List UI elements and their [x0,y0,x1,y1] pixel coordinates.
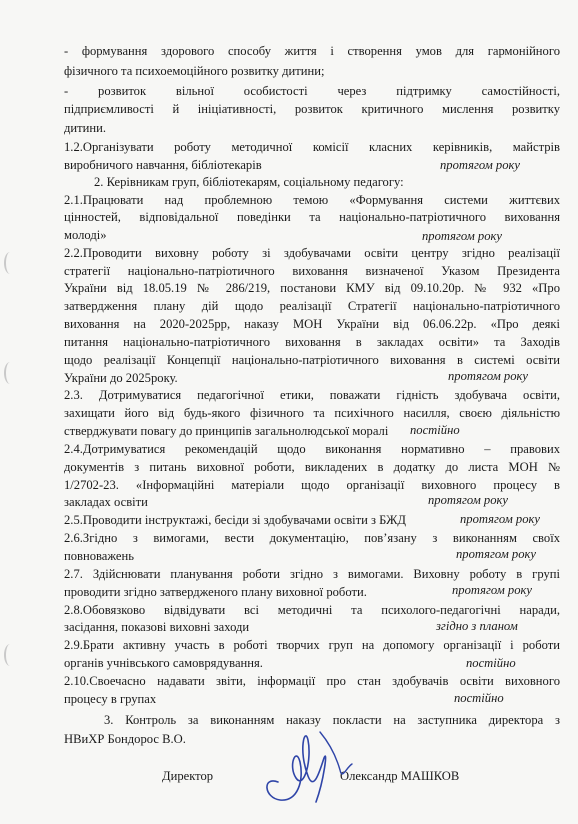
deadline-note: протягом року [428,493,508,507]
text-line: 2.3. Дотримуватися педагогічної етики, поважати гідність здобувача освіти, [64,388,560,402]
section-heading: 2. Керівникам груп, бібліотекарям, соціальному педагогу: [94,175,404,189]
text-line: 2.6.Згідно з вимогами, вести документацію, пов’язану з виконанням своїх [64,531,560,545]
signature-name: Олександр МАШКОВ [340,769,460,783]
deadline-note: протягом року [422,229,502,243]
text-line: виховання на 2020-2025рр, наказу МОН України від 06.06.22р. «Про деякі [64,317,560,331]
text-line: стверджувати повагу до принципів загальнолюдської моралі [64,424,389,438]
text-line: дитини. [64,121,107,135]
text-line: 2.10.Своечасно надавати звіти, інформації про стан здобувачів освіти виховного [64,674,560,688]
text-line: процесу в групах [64,692,157,706]
deadline-note: протягом року [448,369,528,383]
text-line: молоді» [64,228,107,242]
deadline-note: постійно [410,423,460,437]
text-line: 2.5.Проводити інструктажі, бесіди зі здобувачами освіти з БЖД [64,513,406,527]
text-line: закладах освіти [64,495,148,509]
text-line: 1/2702-23. «Інформаційні матеріали щодо організації виховного процесу в [64,478,560,492]
text-line: України від 18.05.19 № 286/219, постанови КМУ від 09.10.20р. № 932 «Про [64,281,560,295]
text-line: 2.7. Здійснювати планування роботи згідно з вимогами. Виховну роботу в групі [64,567,560,581]
text-line: НВиХР Бондорос В.О. [64,732,186,746]
text-line: повноважень [64,549,134,563]
punch-hole-mark [4,362,16,384]
text-line: стратегії національно-патріотичного виховання визначеної Указом Президента [64,264,560,278]
text-line: - розвиток вільної особистості через підтримку самостійності, [64,84,560,98]
text-line: 2.4.Дотримуватися рекомендацій щодо виконання нормативно – правових [64,442,560,456]
text-line: 1.2.Організувати роботу методичної комісії класних керівників, майстрів [64,140,560,154]
deadline-note: постійно [466,656,516,670]
text-line: фізичного та психоемоційного розвитку дитини; [64,64,325,78]
text-line: питання національно-патріотичного виховання в закладах освіти» та Заходів [64,335,560,349]
text-line: - формування здорового способу життя і створення умов для гармонійного [64,44,560,58]
text-line: 2.1.Працювати над проблемною темою «Формування системи життєвих [64,193,560,207]
deadline-note: протягом року [452,583,532,597]
text-line: підприємливості й ініціативності, розвиток критичного мислення розвитку [64,102,560,116]
text-line: проводити згідно затвердженого плану виховної роботи. [64,585,367,599]
text-line: 2.8.Обовязково відвідувати всі методичні та психолого-педагогічні наради, [64,603,560,617]
text-line: 2.9.Брати активну участь в роботі творчих груп на допомогу організації і роботи [64,638,560,652]
text-line: виробничого навчання, бібліотекарів [64,158,262,172]
text-line: 2.2.Проводити виховну роботу зі здобувачами освіти центру згідно реалізації [64,246,560,260]
text-line: органів учнівського самоврядування. [64,656,263,670]
punch-hole-mark [4,644,16,666]
deadline-note: постійно [454,691,504,705]
text-line: засідання, показові виховні заходи [64,620,250,634]
deadline-note: згідно з планом [436,619,518,633]
text-line: України до 2025року. [64,371,178,385]
text-line: щодо реалізації Концепції національно-патріотичного виховання в системі освіти [64,353,560,367]
signature-position: Директор [162,769,214,783]
text-line: 3. Контроль за виконанням наказу покласти на заступника директора з [104,713,560,727]
deadline-note: протягом року [440,158,520,172]
handwritten-signature [258,720,358,816]
text-line: документів з питань виховної роботи, викладених в додатку до листа МОН № [64,460,560,474]
deadline-note: протягом року [460,512,540,526]
deadline-note: протягом року [456,547,536,561]
text-line: затвердження плану дій щодо реалізації Стратегії національно-патріотичного [64,299,560,313]
punch-hole-mark [4,252,16,274]
text-line: захищати його від будь-якого фізичного та психічного насилля, своєю діяльністю [64,406,560,420]
text-line: цінностей, відповідальної поведінки та національно-патріотичного виховання [64,210,560,224]
